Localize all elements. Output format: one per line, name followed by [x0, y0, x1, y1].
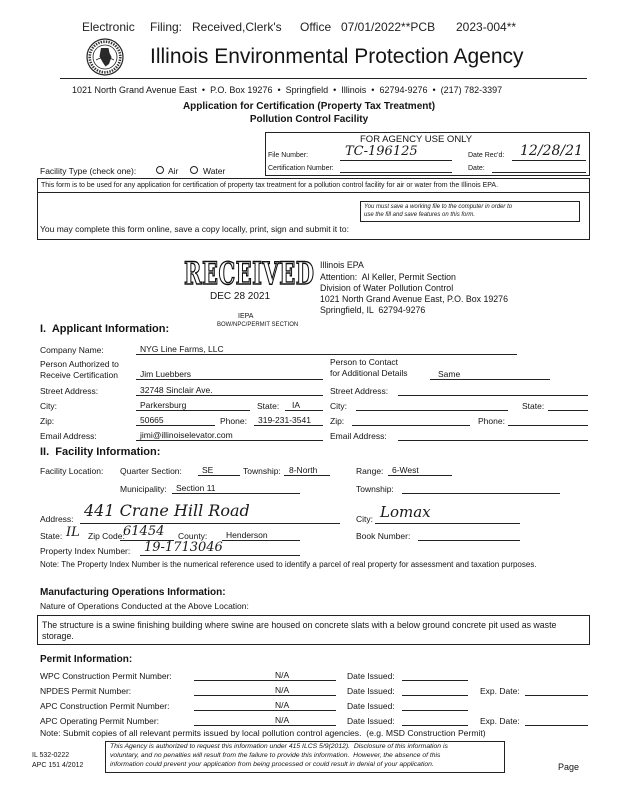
- apc-construction-date-issued-label: Date Issued:: [347, 701, 395, 711]
- property-index-number-label: Property Index Number:: [40, 546, 131, 556]
- contact-street-address-underline: [398, 395, 588, 396]
- facility-state-label: State:: [40, 531, 63, 541]
- form-purpose-text: This form is to be used for any application for certification of property tax treatment for a pollution control facility for air or water from the Illinois EPA.: [41, 182, 499, 189]
- facility-city-underline: [375, 523, 520, 524]
- disclosure-line-2: voluntary, and no penalties will result from the failure to provide this information. However, the absence of this: [110, 752, 441, 759]
- contact-phone-underline: [508, 425, 588, 426]
- authorized-person-name: Jim Luebbers: [140, 369, 192, 379]
- form-title: Application for Certification (Property Tax Treatment): [182, 101, 436, 112]
- agency-use-heading: FOR AGENCY USE ONLY: [360, 134, 473, 145]
- street-address-label: Street Address:: [40, 386, 99, 396]
- date-received-label: Date Rec'd:: [468, 152, 505, 159]
- facility-address-value: 441 Crane Hill Road: [84, 501, 250, 520]
- facility-state-value: IL: [66, 525, 80, 540]
- received-stamp-agency: IEPA: [238, 313, 254, 320]
- received-stamp-section: BOW/NPC/PERMIT SECTION: [217, 322, 299, 328]
- facility-city-value: Lomax: [380, 503, 431, 521]
- facility-address-underline: [80, 523, 340, 524]
- municipality-township-underline: [402, 493, 560, 494]
- authorized-person-label-2: Receive Certification: [40, 370, 118, 380]
- contact-city-label: City:: [330, 401, 347, 411]
- facility-location-label: Facility Location:: [40, 466, 104, 476]
- received-stamp-word: RECEIVED: [184, 255, 315, 292]
- phone-underline: [254, 425, 323, 426]
- state-underline: [285, 410, 323, 411]
- company-name-label: Company Name:: [40, 345, 104, 355]
- property-index-number-underline: [140, 555, 300, 556]
- permit-note: Note: Submit copies of all relevant permits issued by local pollution control agencies. (e.g. MSD Construction Permit): [40, 728, 486, 738]
- apc-operating-permit-value: N/A: [275, 715, 290, 725]
- date-received-underline: [512, 160, 586, 161]
- file-number-value: TC-196125: [345, 144, 418, 159]
- agency-name: Illinois Environmental Protection Agency: [150, 45, 524, 68]
- file-number-underline: [340, 160, 452, 161]
- email-underline: [136, 440, 323, 441]
- zip-label: Zip:: [40, 416, 55, 426]
- mail-to-line-3: Division of Water Pollution Control: [320, 283, 454, 293]
- applicant-section-heading: I. Applicant Information:: [40, 323, 170, 335]
- mail-to-line-1: Illinois EPA: [320, 260, 364, 270]
- phone-value: 319-231-3541: [258, 415, 311, 425]
- wpc-date-issued-underline: [402, 680, 468, 681]
- form-id-apc: APC 151 4/2012: [32, 762, 84, 769]
- mail-to-line-4: 1021 North Grand Avenue East, P.O. Box 19276: [320, 294, 508, 304]
- city-value: Parkersburg: [140, 400, 187, 410]
- npdes-permit-underline: [194, 695, 336, 696]
- property-index-number-value: 19-1713046: [144, 540, 223, 555]
- wpc-date-issued-label: Date Issued:: [347, 671, 395, 681]
- state-value: IA: [292, 400, 301, 410]
- iepa-seal-logo: [86, 38, 124, 76]
- municipality-label: Municipality:: [120, 484, 167, 494]
- filing-stamp-date: 07/01/2022**PCB: [341, 20, 436, 34]
- disclosure-line-3: information could prevent your application from being processed or could result in denial of your application.: [110, 761, 434, 768]
- book-number-underline: [418, 540, 520, 541]
- npdes-exp-date-label: Exp. Date:: [480, 686, 520, 696]
- water-option-label: Water: [203, 166, 226, 176]
- npdes-permit-label: NPDES Permit Number:: [40, 686, 132, 696]
- municipality-underline: [172, 493, 300, 494]
- township-value: 8-North: [289, 465, 318, 475]
- manufacturing-section-heading: Manufacturing Operations Information:: [40, 587, 226, 598]
- contact-person-label-2: for Additional Details: [330, 368, 408, 378]
- township-label: Township:: [243, 466, 281, 476]
- submit-instructions: You may complete this form online, save a copy locally, print, sign and submit it to:: [40, 224, 349, 234]
- wpc-construction-permit-underline: [194, 680, 336, 681]
- certification-date-underline: [492, 172, 586, 173]
- contact-state-label: State:: [522, 401, 545, 411]
- city-label: City:: [40, 401, 57, 411]
- state-label: State:: [257, 401, 280, 411]
- county-underline: [222, 540, 300, 541]
- facility-zip-label: Zip Code:: [88, 531, 125, 541]
- header-rule: [60, 78, 587, 79]
- received-stamp-date: DEC 28 2021: [210, 291, 271, 302]
- apc-construction-permit-underline: [194, 710, 336, 711]
- range-label: Range:: [356, 466, 384, 476]
- air-radio: [156, 166, 164, 174]
- date-received-value: 12/28/21: [520, 143, 583, 159]
- quarter-section-underline: [198, 475, 240, 476]
- authorized-person-label-1: Person Authorized to: [40, 359, 119, 369]
- form-id-il: IL 532-0222: [32, 752, 70, 759]
- email-label: Email Address:: [40, 431, 97, 441]
- apc-construction-permit-value: N/A: [275, 700, 290, 710]
- npdes-permit-value: N/A: [275, 685, 290, 695]
- contact-person-underline: [430, 379, 550, 380]
- contact-city-underline: [356, 410, 508, 411]
- company-name-underline: [136, 354, 517, 355]
- facility-type-label: Facility Type (check one):: [40, 166, 137, 176]
- contact-phone-label: Phone:: [478, 416, 505, 426]
- page-label: Page: [558, 762, 580, 772]
- contact-street-address-label: Street Address:: [330, 386, 389, 396]
- book-number-label: Book Number:: [356, 531, 411, 541]
- facility-section-heading: II. Facility Information:: [40, 446, 161, 458]
- npdes-date-issued-label: Date Issued:: [347, 686, 395, 696]
- certification-number-label: Certification Number:: [268, 165, 334, 172]
- wpc-construction-permit-value: N/A: [275, 670, 290, 680]
- authorized-person-underline: [136, 379, 323, 380]
- contact-zip-underline: [352, 425, 470, 426]
- mail-to-line-2: Attention: Al Keller, Permit Section: [320, 272, 456, 282]
- filing-stamp-electronic: Electronic: [82, 20, 135, 34]
- disclosure-line-1: This Agency is authorized to request this information under 415 ILCS 5/9(2012). Disclosure of this information is: [110, 743, 448, 750]
- municipality-township-label: Township:: [356, 484, 394, 494]
- county-value: Henderson: [226, 530, 268, 540]
- facility-address-label: Address:: [40, 514, 74, 524]
- wpc-construction-permit-label: WPC Construction Permit Number:: [40, 671, 172, 681]
- apc-operating-date-issued-label: Date Issued:: [347, 716, 395, 726]
- quarter-section-label: Quarter Section:: [120, 466, 182, 476]
- apc-operating-permit-underline: [194, 725, 336, 726]
- facility-zip-value: 61454: [123, 524, 165, 539]
- filing-stamp-office: Office: [300, 20, 332, 34]
- file-number-label: File Number:: [268, 152, 309, 159]
- municipality-value: Section 11: [176, 483, 216, 493]
- quarter-section-value: SE: [202, 465, 214, 475]
- company-name-value: NYG Line Farms, LLC: [140, 344, 224, 354]
- save-note-line-2: use the fill and save features on this form.: [364, 212, 476, 218]
- range-underline: [388, 475, 452, 476]
- contact-zip-label: Zip:: [330, 416, 345, 426]
- filing-stamp-case-number: 2023-004**: [456, 20, 517, 34]
- nature-of-operations-label: Nature of Operations Conducted at the Above Location:: [40, 601, 249, 611]
- apc-construction-date-issued-underline: [402, 710, 468, 711]
- zip-value: 50665: [140, 415, 164, 425]
- apc-operating-date-issued-underline: [402, 725, 468, 726]
- facility-city-label: City:: [356, 514, 373, 524]
- contact-email-label: Email Address:: [330, 431, 387, 441]
- contact-email-underline: [398, 440, 588, 441]
- filing-stamp-filing: Filing:: [150, 20, 183, 34]
- filing-stamp-received: Received,Clerk's: [192, 20, 282, 34]
- mail-to-line-5: Springfield, IL 62794-9276: [320, 305, 426, 315]
- range-value: 6-West: [392, 465, 419, 475]
- county-label: County:: [178, 531, 208, 541]
- zip-underline: [136, 425, 215, 426]
- save-note-line-1: You must save a working file to the computer in order to: [364, 204, 513, 210]
- water-radio: [190, 166, 198, 174]
- apc-operating-exp-date-label: Exp. Date:: [480, 716, 520, 726]
- npdes-exp-date-underline: [525, 695, 588, 696]
- form-subtitle: Pollution Control Facility: [249, 114, 369, 125]
- township-underline: [284, 475, 330, 476]
- apc-operating-exp-date-underline: [525, 725, 588, 726]
- city-underline: [136, 410, 250, 411]
- agency-address-line: 1021 North Grand Avenue East • P.O. Box 19276 • Springfield • Illinois • 62794-9276 • (217) 782-3397: [72, 85, 503, 95]
- apc-construction-permit-label: APC Construction Permit Number:: [40, 701, 170, 711]
- street-address-underline: [136, 395, 323, 396]
- email-value: jimi@illinoiselevator.com: [140, 430, 233, 440]
- certification-date-label: Date:: [468, 165, 485, 172]
- npdes-date-issued-underline: [402, 695, 468, 696]
- contact-state-underline: [548, 410, 588, 411]
- nature-of-operations-value: The structure is a swine finishing building where swine are housed on concrete slats with a below ground concrete pit used as waste storage.: [42, 620, 557, 641]
- street-address-value: 32748 Sinclair Ave.: [140, 385, 213, 395]
- phone-label: Phone:: [220, 416, 247, 426]
- permit-section-heading: Permit Information:: [40, 654, 133, 665]
- contact-person-label-1: Person to Contact: [330, 357, 399, 367]
- contact-person-name: Same: [438, 369, 461, 379]
- instructions-divider: [37, 192, 590, 193]
- property-index-note: Note: The Property Index Number is the numerical reference used to identify a parcel of real property for assessment and taxation purposes.: [40, 560, 537, 569]
- certification-number-underline: [340, 172, 452, 173]
- apc-operating-permit-label: APC Operating Permit Number:: [40, 716, 160, 726]
- air-option-label: Air: [168, 166, 179, 176]
